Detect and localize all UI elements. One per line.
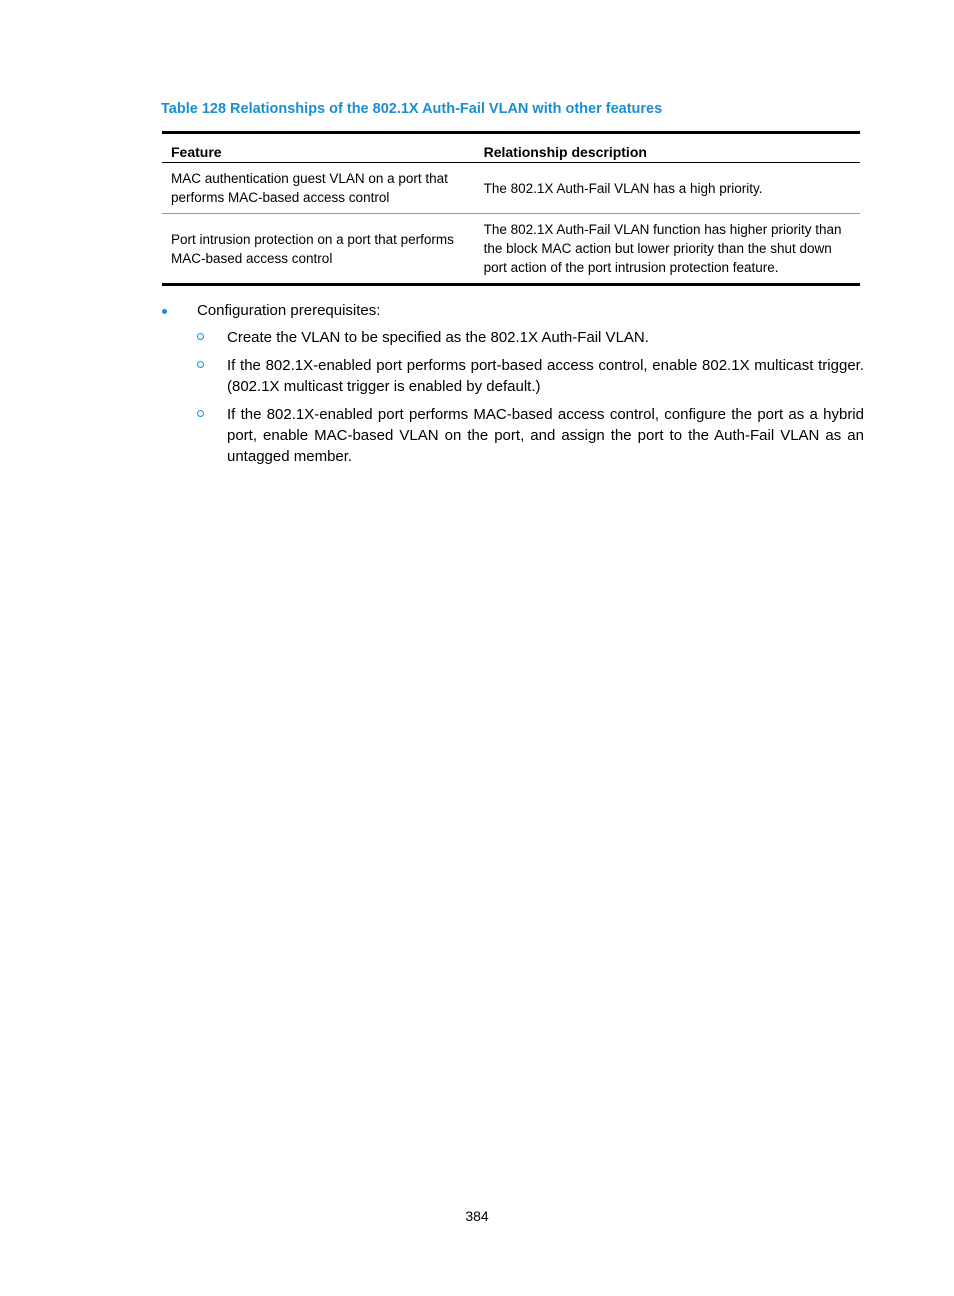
sub-list-item-text: If the 802.1X-enabled port performs port-based access control, enable 802.1X multicast trigger. (802.1X multicast trigger is enabled by default.) <box>227 357 864 395</box>
prerequisites-sublist <box>162 327 864 467</box>
features-table <box>162 131 860 286</box>
sub-list-item-text: If the 802.1X-enabled port performs MAC-based access control, configure the port as a hybrid port, enable MAC-based VLAN on the port, and assign the port to the Auth-Fail VLAN as an untagged member. <box>227 406 864 465</box>
relationship-cell: The 802.1X Auth-Fail VLAN has a high priority. <box>475 163 860 214</box>
sub-list-item-text: Create the VLAN to be specified as the 802.1X Auth-Fail VLAN. <box>227 329 649 346</box>
feature-cell: MAC authentication guest VLAN on a port that performs MAC-based access control <box>162 163 475 214</box>
bullet-dot-icon <box>162 309 167 314</box>
sub-list-item <box>162 327 864 348</box>
hollow-circle-bullet-icon <box>197 361 204 368</box>
relationship-cell: The 802.1X Auth-Fail VLAN function has higher priority than the block MAC action but lower priority than the shut down port action of the port intrusion protection feature. <box>483 222 842 275</box>
page-number: 384 <box>465 1208 489 1224</box>
sub-list-item <box>162 355 864 397</box>
list-item <box>162 300 864 321</box>
column-header-relationship: Relationship description <box>475 133 860 163</box>
table-row <box>162 163 860 214</box>
feature-cell: Port intrusion protection on a port that performs MAC-based access control <box>171 231 454 266</box>
table-caption: Table 128 Relationships of the 802.1X Auth-Fail VLAN with other features <box>161 101 663 117</box>
column-header-feature: Feature <box>162 133 475 163</box>
prerequisites-list <box>162 300 864 474</box>
table-header-row <box>162 133 860 163</box>
hollow-circle-bullet-icon <box>197 333 204 340</box>
hollow-circle-bullet-icon <box>197 410 204 417</box>
sub-list-item <box>162 404 864 467</box>
prerequisites-heading: Configuration prerequisites: <box>197 302 381 319</box>
table-row <box>162 214 860 285</box>
